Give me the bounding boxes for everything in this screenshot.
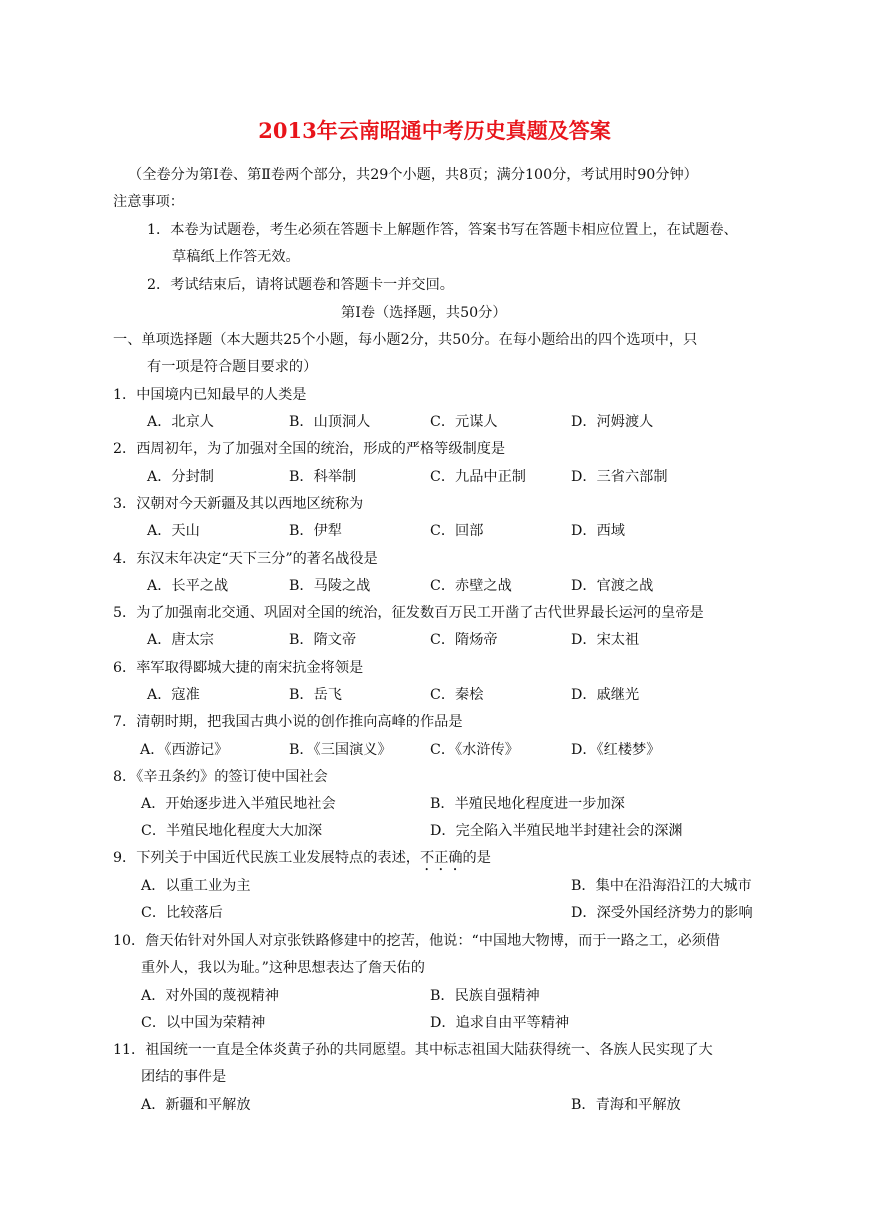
- question-3-option-a: A．天山: [147, 523, 200, 539]
- question-4-option-d: D．官渡之战: [571, 578, 654, 594]
- question-8-stem: 8．《辛丑条约》的签订使中国社会: [113, 769, 328, 785]
- question-4-option-b: B．马陵之战: [289, 578, 371, 594]
- question-7-stem: 7．清朝时期，把我国古典小说的创作推向高峰的作品是: [113, 714, 463, 730]
- question-5-option-d: D．宋太祖: [571, 632, 640, 648]
- question-9-stem-suffix: 的是: [462, 850, 491, 866]
- question-9-option-b: B．集中在沿海沿江的大城市: [571, 878, 752, 894]
- question-4-stem: 4．东汉末年决定“天下三分”的著名战役是: [113, 551, 378, 567]
- question-10-option-c: C．以中国为荣精神: [141, 1015, 266, 1031]
- question-5-stem: 5．为了加强南北交通、巩固对全国的统治，征发数百万民工开凿了古代世界最长运河的皇帝是: [113, 605, 704, 621]
- question-3-option-c: C．回部: [430, 523, 484, 539]
- question-7-option-c: C．《水浒传》: [430, 742, 519, 758]
- question-9-option-d: D．深受外国经济势力的影响: [571, 905, 753, 921]
- notice-item-1-cont: 草稿纸上作答无效。: [172, 249, 300, 265]
- question-6-stem: 6．率军取得郾城大捷的南宋抗金将领是: [113, 660, 364, 676]
- page-title: 2013年云南昭通中考历史真题及答案: [258, 118, 611, 143]
- notice-heading: 注意事项：: [113, 194, 184, 210]
- question-8-option-b: B．半殖民地化程度进一步加深: [430, 796, 625, 812]
- question-5-option-c: C．隋炀帝: [430, 632, 498, 648]
- question-1-option-b: B．山顶洞人: [289, 414, 371, 430]
- question-6-option-a: A．寇准: [147, 687, 200, 703]
- question-10-stem-cont: 重外人，我以为耻。”这种思想表达了詹天佑的: [141, 960, 425, 976]
- question-7-option-d: D．《红楼梦》: [571, 742, 661, 758]
- question-11-stem: 11．祖国统一一直是全体炎黄子孙的共同愿望。其中标志祖国大陆获得统一、各族人民实现了大: [113, 1042, 713, 1058]
- question-9-option-a: A．以重工业为主: [141, 878, 251, 894]
- question-7-option-b: B．《三国演义》: [289, 742, 392, 758]
- question-9-stem-prefix: 9．下列关于中国近代民族工业发展特点的表述，: [113, 850, 420, 866]
- notice-item-1: 1．本卷为试题卷，考生必须在答题卡上解题作答，答案书写在答题卡相应位置上，在试题卷、: [147, 222, 738, 238]
- part1-title: 第Ⅰ卷（选择题，共50分）: [341, 305, 507, 321]
- question-1-option-a: A．北京人: [147, 414, 214, 430]
- question-3-stem: 3．汉朝对今天新疆及其以西地区统称为: [113, 496, 364, 512]
- question-4-option-a: A．长平之战: [147, 578, 229, 594]
- question-11-option-a: A．新疆和平解放: [141, 1097, 251, 1113]
- question-7-option-a: A．《西游记》: [140, 742, 229, 758]
- question-2-option-c: C．九品中正制: [430, 469, 526, 485]
- exam-info: （全卷分为第Ⅰ卷、第Ⅱ卷两个部分，共29个小题，共8页；满分100分，考试用时90分钟）: [128, 167, 698, 183]
- question-10-stem: 10．詹天佑针对外国人对京张铁路修建中的挖苦，他说：“中国地大物博，而于一路之工，必须借: [113, 933, 720, 949]
- question-2-option-b: B．科举制: [289, 469, 357, 485]
- question-1-option-c: C．元谋人: [430, 414, 498, 430]
- question-5-option-a: A．唐太宗: [147, 632, 214, 648]
- question-6-option-d: D．戚继光: [571, 687, 640, 703]
- question-8-option-a: A．开始逐步进入半殖民地社会: [141, 796, 336, 812]
- question-10-option-a: A．对外国的蔑视精神: [141, 988, 279, 1004]
- question-3-option-d: D．西域: [571, 523, 625, 539]
- question-1-stem: 1．中国境内已知最早的人类是: [113, 387, 307, 403]
- question-10-option-b: B．民族自强精神: [430, 988, 540, 1004]
- question-9-option-c: C．比较落后: [141, 905, 223, 921]
- question-11-option-b: B．青海和平解放: [571, 1097, 681, 1113]
- question-11-stem-cont: 团结的事件是: [141, 1069, 227, 1085]
- section1-instructions-cont: 有一项是符合题目要求的）: [147, 359, 318, 375]
- question-9-stem: [113, 849, 491, 874]
- question-10-option-d: D．追求自由平等精神: [430, 1015, 570, 1031]
- question-2-stem: 2．西周初年，为了加强对全国的统治，形成的严格等级制度是: [113, 441, 506, 457]
- question-1-option-d: D．河姆渡人: [571, 414, 654, 430]
- question-2-option-a: A．分封制: [147, 469, 214, 485]
- question-2-option-d: D．三省六部制: [571, 469, 668, 485]
- question-8-option-c: C．半殖民地化程度大大加深: [141, 823, 323, 839]
- section1-instructions: 一、单项选择题（本大题共25个小题，每小题2分，共50分。在每小题给出的四个选项中，只: [113, 332, 698, 348]
- question-4-option-c: C．赤壁之战: [430, 578, 512, 594]
- notice-item-2: 2．考试结束后，请将试题卷和答题卡一并交回。: [147, 277, 454, 293]
- question-9-emphasis: 不正确: [419, 850, 463, 866]
- question-6-option-c: C．秦桧: [430, 687, 484, 703]
- question-5-option-b: B．隋文帝: [289, 632, 357, 648]
- question-8-option-d: D．完全陷入半殖民地半封建社会的深渊: [430, 823, 683, 839]
- question-6-option-b: B．岳飞: [289, 687, 342, 703]
- question-3-option-b: B．伊犁: [289, 523, 342, 539]
